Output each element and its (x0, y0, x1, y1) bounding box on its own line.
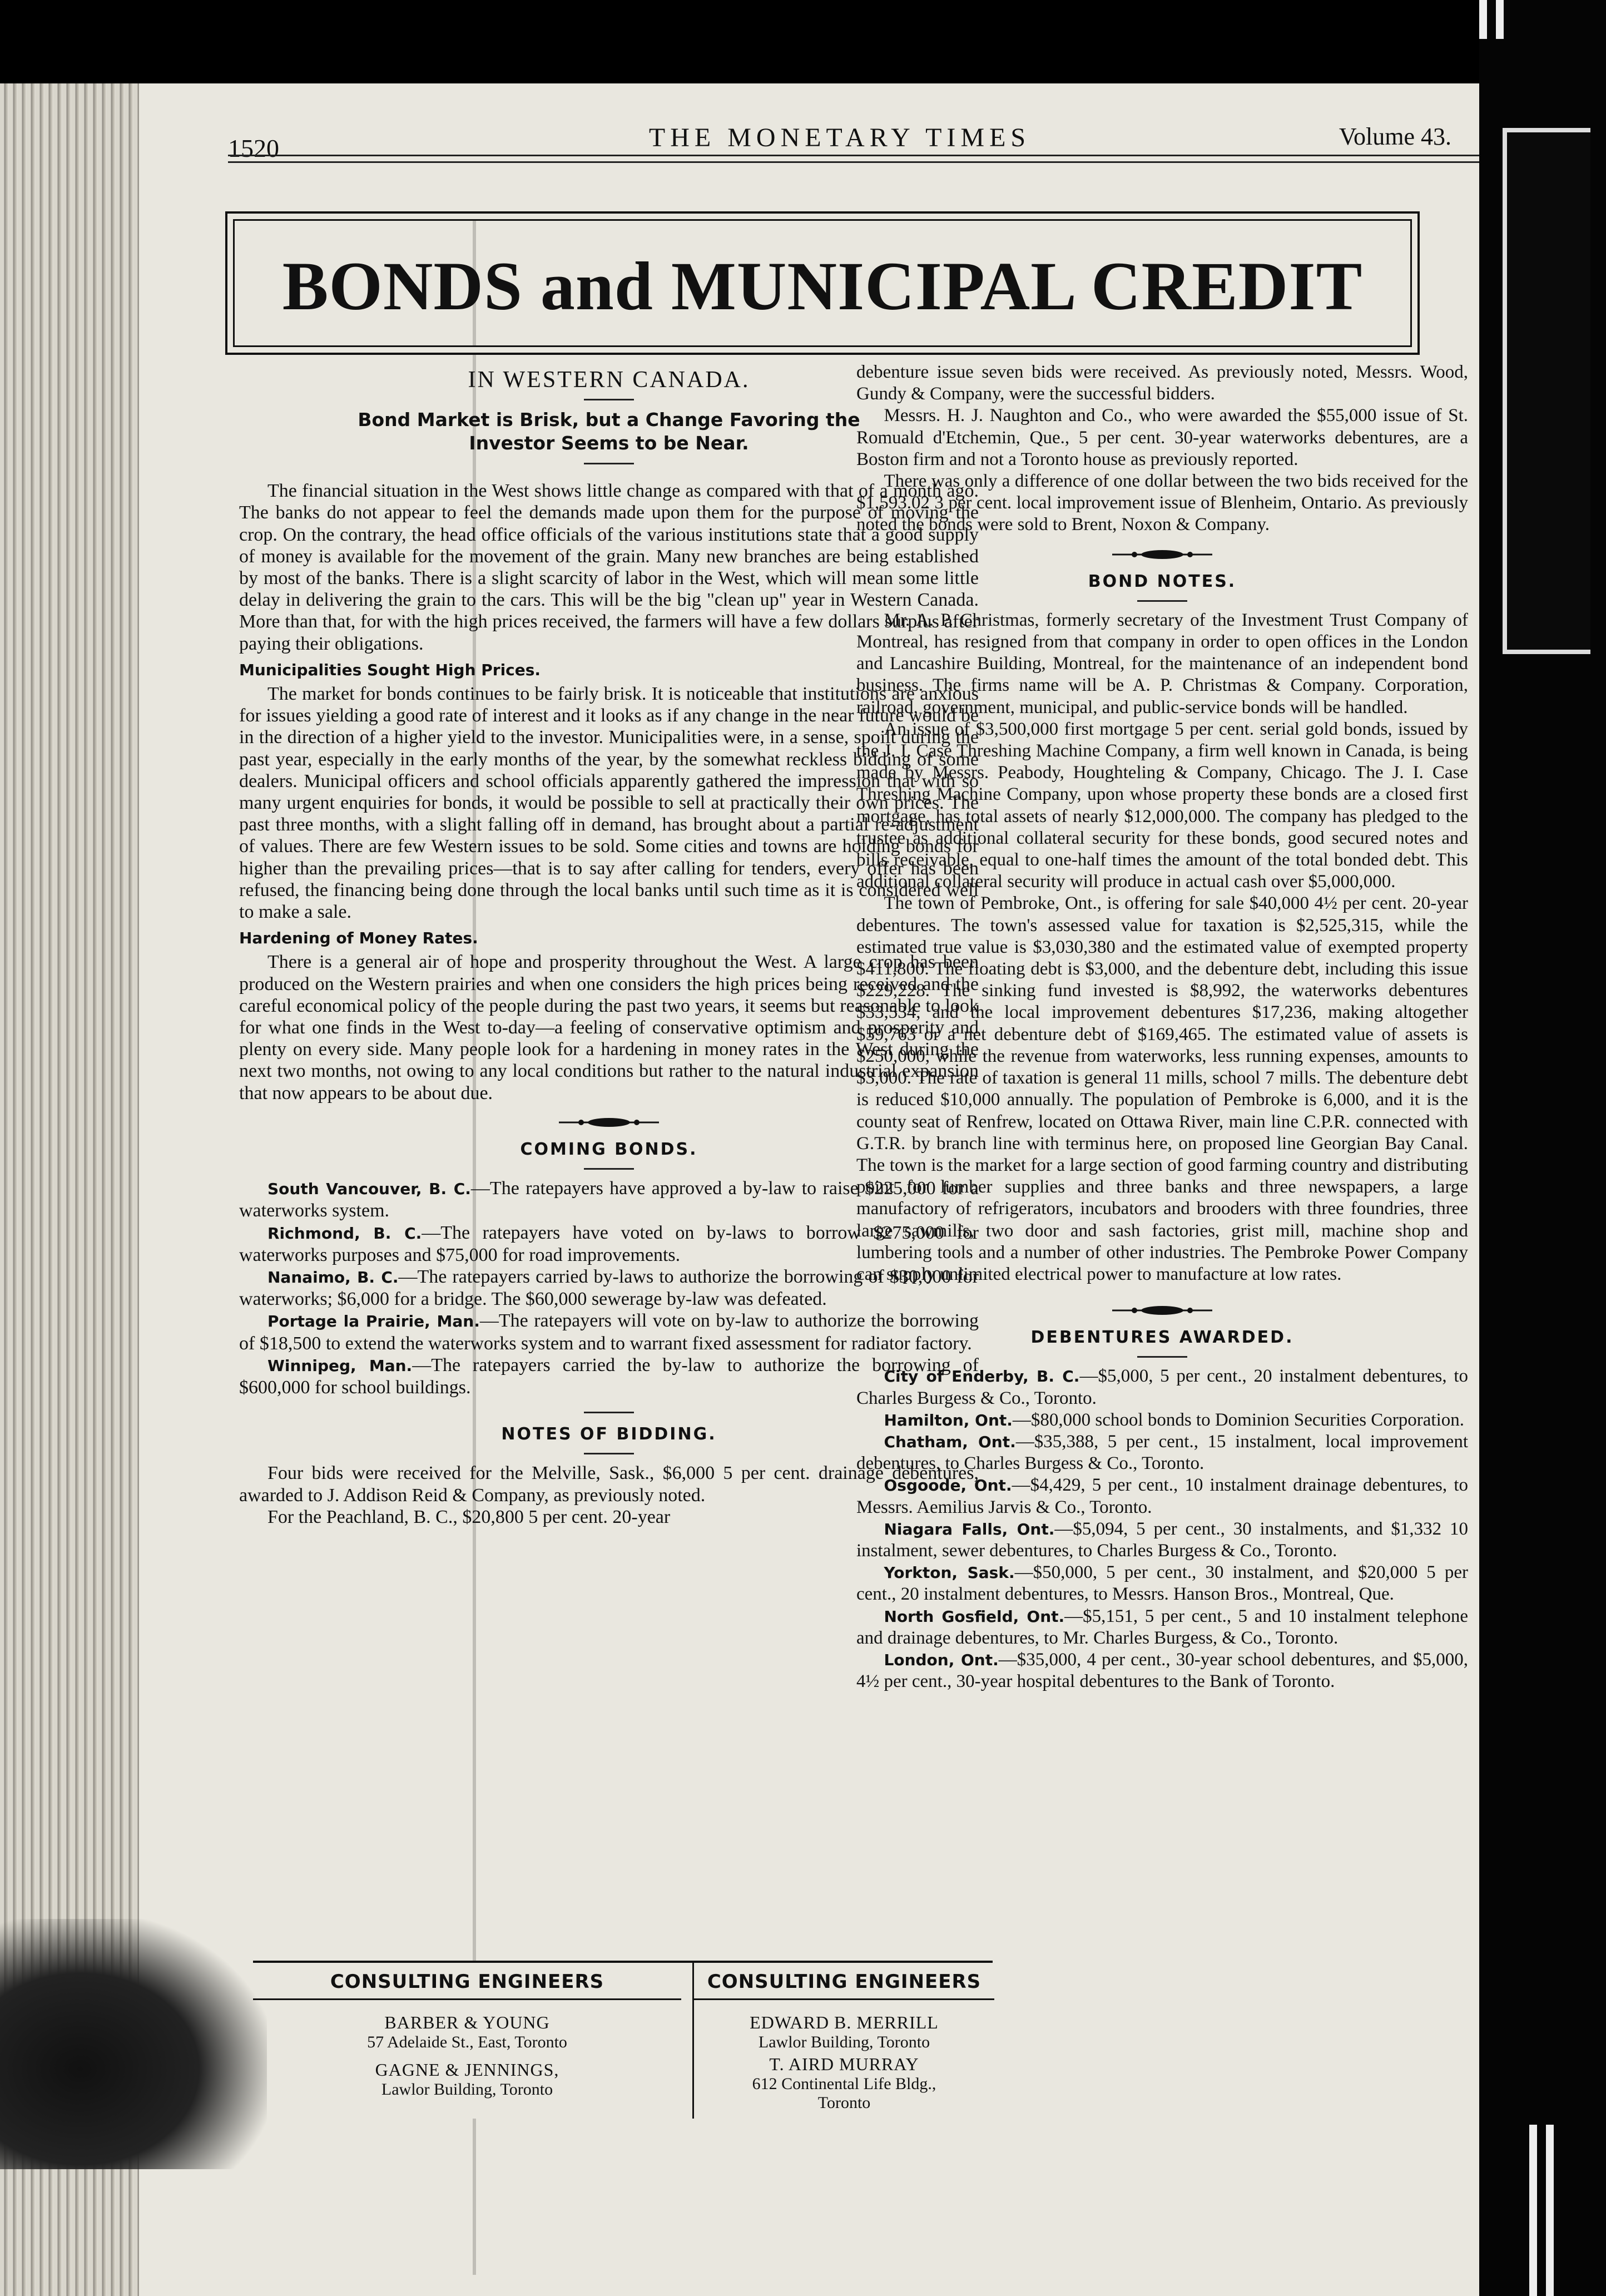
header-rule (228, 155, 1479, 156)
article-paragraph: For the Peachland, B. C., $20,800 5 per cent. 20-year (267, 1506, 671, 1527)
short-rule (584, 1168, 634, 1170)
ornament-divider-icon (553, 1116, 665, 1129)
ornament-divider (856, 548, 1468, 561)
short-rule (584, 399, 634, 400)
notice-text: —The ratepayers have voted on by-laws to borrow $275,000 for waterworks purposes and $75,000 for road improvements. (239, 1222, 979, 1265)
scan-mark (1529, 2125, 1537, 2296)
notice-lead: Yorkton, Sask. (884, 1563, 1015, 1582)
ad-address: Lawlor Building, Toronto (758, 2033, 930, 2051)
notice-item (856, 1518, 1468, 1562)
article-paragraph: Mr. A. P. Christmas, formerly secretary of the Investment Trust Company of Montreal, has resigned from that company in order to open offices in the London and Lancashire Building, Montreal, for the maintenance of an independent bond business. The firms name will be A. P. Christmas & Company. Corporation, railroad, government, municipal, and public-service bonds will be handled. (856, 610, 1468, 718)
ad-address: Lawlor Building, Toronto (381, 2080, 553, 2099)
article-paragraph: The financial situation in the West shows little change as compared with that of a month ago. The banks do not appear to feel the demands made upon them for the purpose of moving the crop. On the contrary, the head office officials of the various institutions state that a good supply of money is available for the movement of the grain. Many new branches are being established by most of the banks. There is a slight scarcity of labor in the West, which will mean some little delay in delivering the grain to the cars. This will be the big "clean up" year in Western Canada. More than that, for with the high prices received, the farmers will have a few dollars surplus after paying their obligations. (239, 481, 979, 654)
short-rule (584, 463, 634, 464)
article-paragraph: An issue of $3,500,000 first mortgage 5 per cent. serial gold bonds, issued by the J. I. Case Threshing Machine Company, a firm well known in Canada, is being made by Messrs. Peabody, Houghteling & Company, Chicago. The J. I. Case Threshing Machine Company, upon whose property these bonds are a closed first mortgage, has total assets of nearly $12,000,000. The company has pledged to the trustee as additional collateral security for these bonds, good secured notes and bills receivable, equal to one-half times the amount of the total bonded debt. This additional collateral security will produce in actual cash over $5,000,000. (856, 719, 1468, 892)
volume-label: Volume 43. (1339, 123, 1451, 150)
article-paragraph: Four bids were received for the Melville, Sask., $6,000 5 per cent. drainage debentures, awarded to J. Addison Reid & Company, as previously noted. (239, 1463, 979, 1506)
folio-number: 1520 (228, 134, 279, 162)
facing-page-edge (1503, 128, 1590, 654)
ad-address: Toronto (817, 2094, 871, 2112)
ad-address: 57 Adelaide St., East, Toronto (367, 2033, 567, 2051)
advertisements (253, 1961, 993, 2119)
bond-notes-heading: BOND NOTES. (1088, 571, 1237, 591)
notice-lead: London, Ont. (884, 1650, 999, 1669)
notice-item (856, 1365, 1468, 1409)
article-paragraph: debenture issue seven bids were received. As previously noted, Messrs. Wood, Gundy & Company, were the successful bidders. (856, 362, 1468, 404)
notice-lead: South Vancouver, B. C. (267, 1180, 471, 1199)
notice-text: —$35,000, 4 per cent., 30-year school debentures, and $5,000, 4½ per cent., 30-year hospital debentures to the Bank of Toronto. (856, 1649, 1468, 1692)
section-title: BONDS and MUNICIPAL CREDIT (282, 248, 1363, 324)
notice-item (856, 1474, 1468, 1518)
notice-lead: Hamilton, Ont. (884, 1411, 1013, 1429)
notice-lead: City of Enderby, B. C. (884, 1367, 1080, 1386)
ad-firm: BARBER & YOUNG (384, 2012, 550, 2032)
notice-item (856, 1409, 1468, 1431)
article-kicker: IN WESTERN CANADA. (468, 367, 750, 393)
article-deck-line2: Investor Seems to be Near. (469, 432, 749, 454)
article-paragraph: Messrs. H. J. Naughton and Co., who were awarded the $55,000 issue of St. Romuald d'Etchemin, Que., 5 per cent. 30-year waterworks debentures, are a Boston firm and not a Toronto house as previously reported. (856, 405, 1468, 469)
notice-lead: Chatham, Ont. (884, 1432, 1016, 1451)
notice-lead: North Gosfield, Ont. (884, 1607, 1065, 1626)
notice-text: —$50,000, 5 per cent., 30 instalment, and $20,000 5 per cent., 20 instalment debentures, to Messrs. Hanson Bros., Montreal, Que. (856, 1562, 1468, 1605)
notice-item (856, 1649, 1468, 1693)
ornament-divider (856, 1304, 1468, 1317)
short-rule (584, 1412, 634, 1413)
notice-text: —$5,000, 5 per cent., 20 instalment debentures, to Charles Burgess & Co., Toronto. (856, 1366, 1469, 1408)
notice-text: —$35,388, 5 per cent., 15 instalment, local improvement debentures, to Charles Burgess & Co., Toronto. (856, 1431, 1468, 1474)
article-paragraph: The market for bonds continues to be fairly brisk. It is noticeable that institutions are anxious for issues yielding a good rate of interest and it looks as if any change in the near future would be in the direction of a higher yield to the investor. Municipalities were, in a sense, spoilt during the past year, especially in the early months of the year, by the somewhat reckless bidding of some dealers. Municipal officers and school officials apparently gathered the impression that with so many urgent enquiries for bonds, it would be possible to sell at practically their own prices. The past three months, with a slight falling off in demand, has brought about a partial re-adjustment of values. There are few Western issues to be sold. Some cities and towns are holding bonds for higher than the prevailing prices—that is to say after calling for tenders, every offer has been refused, the financing being done through the local banks until such time as it is considered well to make a sale. (239, 684, 979, 923)
notice-text: —$80,000 school bonds to Dominion Securities Corporation. (1012, 1409, 1465, 1430)
short-rule (1137, 1356, 1187, 1358)
notice-text: —$5,151, 5 per cent., 5 and 10 instalment telephone and drainage debentures, to Mr. Charles Burgess, & Co., Toronto. (856, 1606, 1468, 1648)
notice-item (856, 1562, 1468, 1605)
notice-lead: Niagara Falls, Ont. (884, 1520, 1055, 1538)
scan-mark (1546, 2125, 1554, 2296)
subheading: Hardening of Money Rates. (239, 929, 478, 948)
notice-text: —The ratepayers have approved a by-law to raise $225,000 for a waterworks system. (239, 1178, 979, 1221)
ad-firm: T. AIRD MURRAY (769, 2054, 919, 2074)
notice-lead: Richmond, B. C. (267, 1224, 422, 1243)
header-rule-second (228, 161, 1479, 163)
article-paragraph: There is a general air of hope and prosperity throughout the West. A large crop has been produced on the Western prairies and when one considers the high prices being received and the careful economical policy of the people during the past two years, it seems but reasonable to look for what one finds in the West to-day—a feeling of conservative optimism and prosperity and plenty on every side. Many people look for a hardening in money rates in the West during the next two months, not owing to any local conditions but rather to the natural industrial expansion that now appears to be about due. (239, 952, 979, 1104)
notice-lead: Nanaimo, B. C. (267, 1268, 399, 1286)
ornament-divider-icon (1107, 548, 1218, 561)
notice-item (856, 1606, 1468, 1649)
short-rule (1137, 600, 1187, 602)
ornament-divider-icon (1107, 1304, 1218, 1317)
subheading: Municipalities Sought High Prices. (239, 660, 541, 679)
notice-text: —The ratepayers carried the by-law to authorize the borrowing of $600,000 for school buildings. (239, 1354, 979, 1398)
article-deck-line1: Bond Market is Brisk, but a Change Favoring the (358, 409, 860, 431)
notice-text: —$4,429, 5 per cent., 10 instalment drainage debentures, to Messrs. Aemilius Jarvis & Co., Toronto. (856, 1475, 1468, 1517)
notice-lead: Portage la Prairie, Man. (267, 1312, 480, 1331)
article-paragraph: The town of Pembroke, Ont., is offering for sale $40,000 4½ per cent. 20-year debentures. The town's assessed value for taxation is $2,525,315, while the estimated true value is $3,030,380 and the estimated value of exempted property $411,800. The floating debt is $3,000, and the debenture debt, including this issue $229,228. The sinking fund invested is $8,992, the waterworks debentures $33,534, and the local improvement debentures $17,236, making altogether $59,763 or a net debenture debt of $169,465. The estimated value of assets is $250,000, while the revenue from waterworks, less running expenses, amounts to $3,000. The rate of taxation is general 11 mills, school 7 mills. The debenture debt is reduced $10,000 annually. The population of Pembroke is 6,000, and it is the county seat of Renfrew, located on Ottawa River, main line C.P.R. connected with G.T.R. by branch line with terminus here, on proposed line Georgian Bay Canal. The town is the market for a large section of good farming country and distributing point for lumber supplies and three banks and three newspapers, a large manufactory of refrigerators, incubators and brooders with three foundries, three large sawmills, two door and sash factories, grist mill, machine shop and lumbering tools and a number of other industries. The Pembroke Power Company can supply unlimited electrical power to manufacture at low rates. (856, 893, 1468, 1284)
section-banner (225, 211, 1420, 355)
ad-right (692, 1963, 994, 2119)
notes-of-bidding-heading: NOTES OF BIDDING. (501, 1424, 717, 1444)
notice-lead: Osgoode, Ont. (884, 1476, 1012, 1495)
right-column (856, 362, 1468, 1693)
scan-top-marks (1474, 0, 1602, 39)
scan-right-edge (1479, 0, 1606, 2296)
ad-left (253, 1963, 681, 2119)
ad-heading: CONSULTING ENGINEERS (694, 1963, 994, 2000)
ad-firm: GAGNE & JENNINGS, (375, 2060, 559, 2080)
notice-item (856, 1431, 1468, 1474)
scan-shadow (0, 1919, 267, 2169)
ad-address: 612 Continental Life Bldg., (752, 2075, 936, 2093)
debentures-awarded-heading: DEBENTURES AWARDED. (1030, 1328, 1294, 1348)
journal-title: THE MONETARY TIMES (648, 123, 1031, 152)
page-header (228, 100, 1451, 167)
notice-text: —$5,094, 5 per cent., 30 instalments, and $1,332 10 instalment, sewer debentures, to Charles Burgess & Co., Toronto. (856, 1518, 1468, 1561)
notice-lead: Winnipeg, Man. (267, 1356, 413, 1375)
notice-text: —The ratepayers will vote on by-law to authorize the borrowing of $18,500 to extend the waterworks system and to warrant fixed assessment for radiator factory. (239, 1310, 979, 1354)
ad-heading: CONSULTING ENGINEERS (253, 1963, 681, 2000)
ad-firm: EDWARD B. MERRILL (750, 2012, 939, 2032)
article-paragraph: There was only a difference of one dollar between the two bids received for the $1,593.02 3 per cent. local improvement issue of Blenheim, Ontario. As previously noted the bonds were sold to Brent, Noxon & Company. (856, 471, 1468, 535)
short-rule (584, 1453, 634, 1454)
notice-text: —The ratepayers carried by-laws to authorize the borrowing of $30,000 for waterworks; $6,000 for a bridge. The $60,000 sewerage by-law was defeated. (239, 1266, 979, 1310)
coming-bonds-heading: COMING BONDS. (520, 1139, 698, 1159)
